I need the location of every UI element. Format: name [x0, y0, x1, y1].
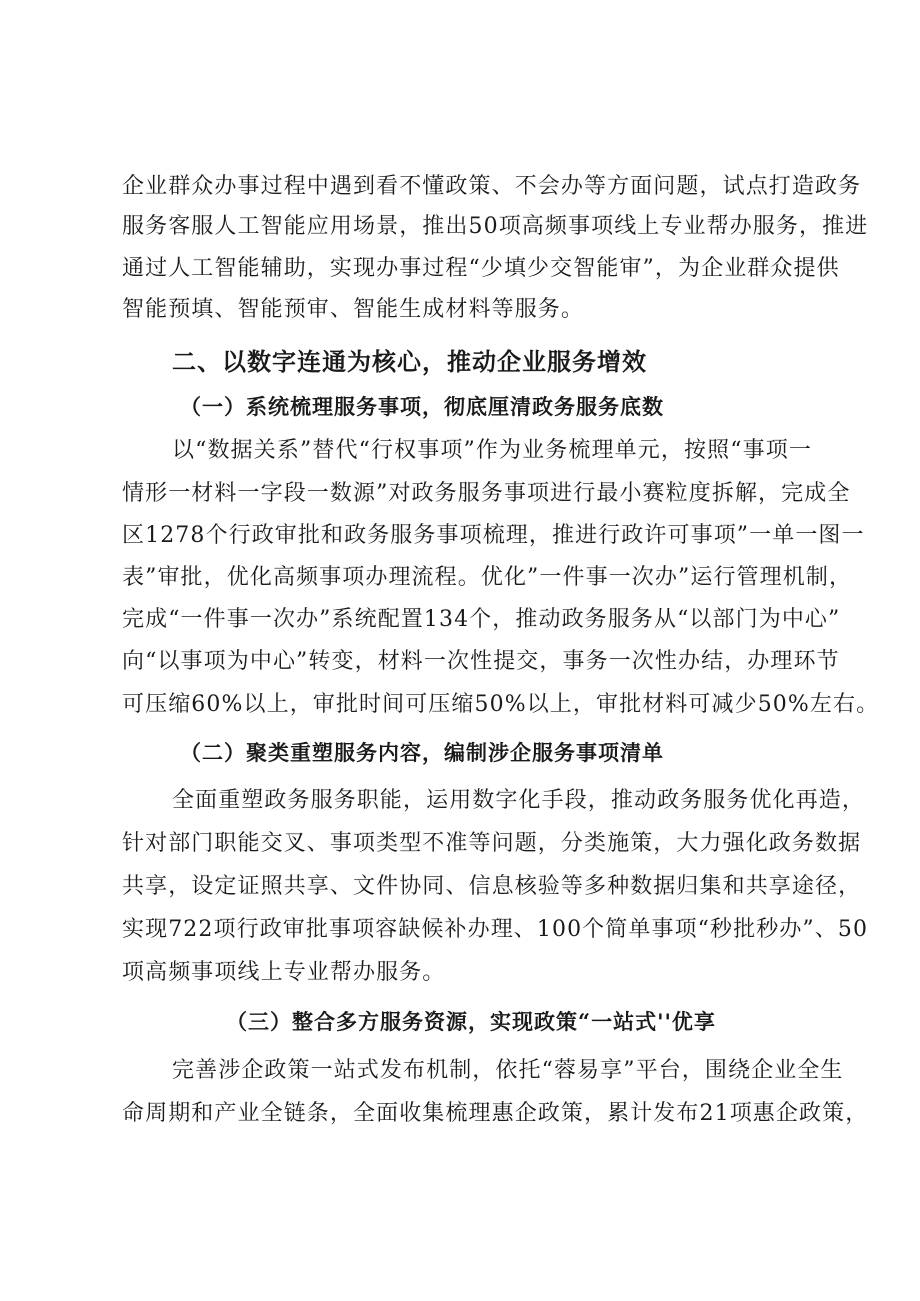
paragraph-line: 以“数据关系”替代“行权事项”作为业务梳理单元，按照“事项一	[172, 438, 812, 463]
paragraph-line: 企业群众办事过程中遇到看不懂政策、不会办等方面问题，试点打造政务	[122, 174, 862, 199]
paragraph-line: 区1278个行政审批和政务服务事项梳理，推进行政许可事项”一单一图一	[122, 523, 865, 548]
paragraph-line: 通过人工智能辅助，实现办事过程“少填少交智能审”，为企业群众提供	[122, 256, 840, 281]
paragraph-line: 智能预填、智能预审、智能生成材料等服务。	[122, 297, 585, 322]
paragraph-line: 情形一材料一字段一数源”对政务服务事项进行最小赛粒度拆解，完成全	[122, 481, 851, 506]
paragraph-line: 表”审批，优化高频事项办理流程。优化”一件事一次办”运行管理机制，	[122, 565, 853, 590]
paragraph-line: 项高频事项线上专业帮办服务。	[122, 960, 446, 985]
subsection-title: （二）聚类重塑服务内容，编制涉企服务事项清单	[180, 740, 664, 765]
paragraph-line: 完成“一件事一次办”系统配置134个，推动政务服务从“以部门为中心”	[122, 607, 841, 632]
section-heading: 二、以数字连通为核心，推动企业服务增效	[172, 348, 647, 376]
paragraph-line: 全面重塑政务服务职能，运用数字化手段，推动政务服务优化再造，	[172, 788, 866, 813]
subsection-title: （一）系统梳理服务事项，彻底厘清政务服务底数	[180, 394, 664, 419]
paragraph-line: 向“以事项为中心”转变，材料一次性提交，事务一次性办结，办理环节	[122, 649, 840, 674]
paragraph-line: 实现722项行政审批事项容缺候补办理、100个简单事项“秒批秒办”、50	[122, 917, 869, 942]
paragraph-line: 命周期和产业全链条，全面收集梳理惠企政策，累计发布21项惠企政策，	[122, 1101, 869, 1126]
paragraph-line: 可压缩60%以上，审批时间可压缩50%以上，审批材料可减少50%左右。	[122, 692, 880, 717]
paragraph-line: 针对部门职能交叉、事项类型不准等问题，分类施策，大力强化政务数据	[122, 831, 862, 856]
subsection-title: （三）整合多方服务资源，实现政策“一站式''优享	[226, 1009, 716, 1034]
paragraph-line: 服务客服人工智能应用场景，推出50项高频事项线上专业帮办服务，推进	[122, 214, 869, 239]
paragraph-line: 共享，设定证照共享、文件协同、信息核验等多种数据归集和共享途径，	[122, 874, 862, 899]
paragraph-line: 完善涉企政策一站式发布机制，依托“蓉易享”平台，围绕企业全生	[172, 1058, 844, 1083]
